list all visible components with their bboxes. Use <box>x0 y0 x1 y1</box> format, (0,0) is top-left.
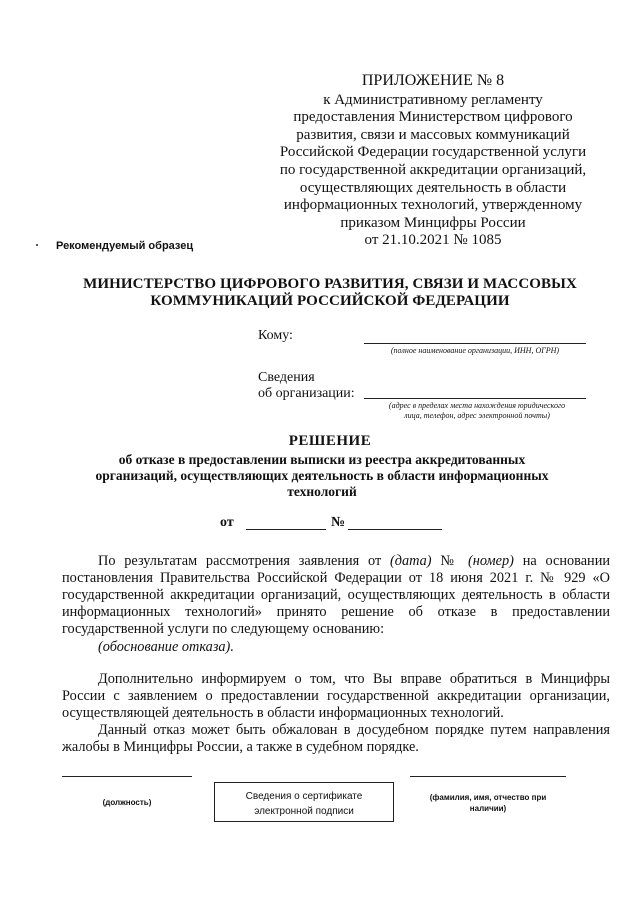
appendix-header <box>268 72 598 250</box>
position-signature-line <box>62 776 192 777</box>
to-field-line <box>364 343 586 344</box>
org-info-label-1: Сведения <box>258 370 315 385</box>
number-field-line <box>348 529 442 530</box>
decision-subtitle-line-2: организаций, осуществляющих деятельность в области информационных <box>95 468 549 483</box>
name-caption-line-2: наличии) <box>469 804 507 813</box>
refusal-reason-placeholder: (обоснование отказа). <box>98 639 234 655</box>
certificate-line-2: электронной подписи <box>254 806 354 817</box>
appendix-line: осуществляющих деятельность в области <box>299 179 567 196</box>
org-info-hint-2: лица, телефон, адрес электронной почты) <box>404 411 550 420</box>
body-text-segment: на основании постановления Правительства Российской Федерации от 18 июня 2021 г. № 929 «О государственной аккредитации организаций, осуществляющих деятельность в области информационных технологий» принято решение об отказе в предоставлении государственной услуги по следующему основанию: <box>62 553 610 637</box>
date-placeholder: (дата) <box>390 553 432 569</box>
appendix-line: предоставления Министерством цифрового <box>293 109 573 126</box>
body-paragraph-2 <box>62 639 610 656</box>
body-text-segment: По результатам рассмотрения заявления от <box>98 553 391 569</box>
name-signature-line <box>410 776 566 777</box>
ministry-heading <box>60 276 600 310</box>
appendix-line: информационных технологий, утвержденному <box>283 197 583 214</box>
org-info-hint-1: (адрес в пределах места нахождения юридического <box>388 401 566 410</box>
name-caption <box>410 792 566 814</box>
certificate-box <box>214 782 394 822</box>
appendix-line: от 21.10.2021 № 1085 <box>364 232 502 249</box>
ministry-line-2: КОММУНИКАЦИЙ РОССИЙСКОЙ ФЕДЕРАЦИИ <box>150 293 510 309</box>
appeal-text: Данный отказ может быть обжалован в досудебном порядке путем направления жалобы в Минцифры России, а также в судебном порядке. <box>62 722 610 755</box>
ministry-line-1: МИНИСТЕРСТВО ЦИФРОВОГО РАЗВИТИЯ, СВЯЗИ И МАССОВЫХ <box>83 276 577 292</box>
recommended-sample-label: Рекомендуемый образец <box>56 240 194 252</box>
body-text-segment: № <box>431 553 469 569</box>
body-paragraph-1 <box>62 553 610 638</box>
position-caption: (должность) <box>102 798 152 807</box>
appendix-line: развития, связи и массовых коммуникаций <box>296 126 570 143</box>
appendix-title: ПРИЛОЖЕНИЕ № 8 <box>361 72 505 89</box>
body-paragraph-4 <box>62 722 610 756</box>
appendix-line: Российской Федерации государственной услуги <box>279 144 587 161</box>
appendix-line: приказом Минцифры России <box>340 214 526 231</box>
additional-info-text: Дополнительно информируем о том, что Вы вправе обратиться в Минцифры России с заявлением о предоставлении государственной аккредитации организации, осуществляющей деятельность в области информационных технологий. <box>62 671 610 721</box>
decision-subtitle-line-3: технологий <box>287 484 357 499</box>
org-info-label-2: об организации: <box>258 386 355 401</box>
from-label: от <box>220 515 234 530</box>
appendix-line: по государственной аккредитации организаций, <box>279 161 587 178</box>
decision-subtitle-line-1: об отказе в предоставлении выписки из реестра аккредитованных <box>118 452 526 467</box>
decision-title: РЕШЕНИЕ <box>288 433 372 449</box>
appendix-line: к Административному регламенту <box>323 91 543 108</box>
scan-dot <box>36 244 38 246</box>
number-label: № <box>331 515 346 530</box>
to-hint: (полное наименование организации, ИНН, ОГРН) <box>390 346 560 355</box>
body-paragraph-3 <box>62 671 610 722</box>
number-placeholder: (номер) <box>468 553 514 569</box>
name-caption-line-1: (фамилия, имя, отчество при <box>429 793 547 802</box>
certificate-line-1: Сведения о сертификате <box>245 791 363 802</box>
org-info-field-line <box>364 398 586 399</box>
to-label: Кому: <box>258 328 293 343</box>
decision-subtitle <box>72 452 572 500</box>
date-field-line <box>246 529 326 530</box>
date-number-row <box>220 515 234 531</box>
